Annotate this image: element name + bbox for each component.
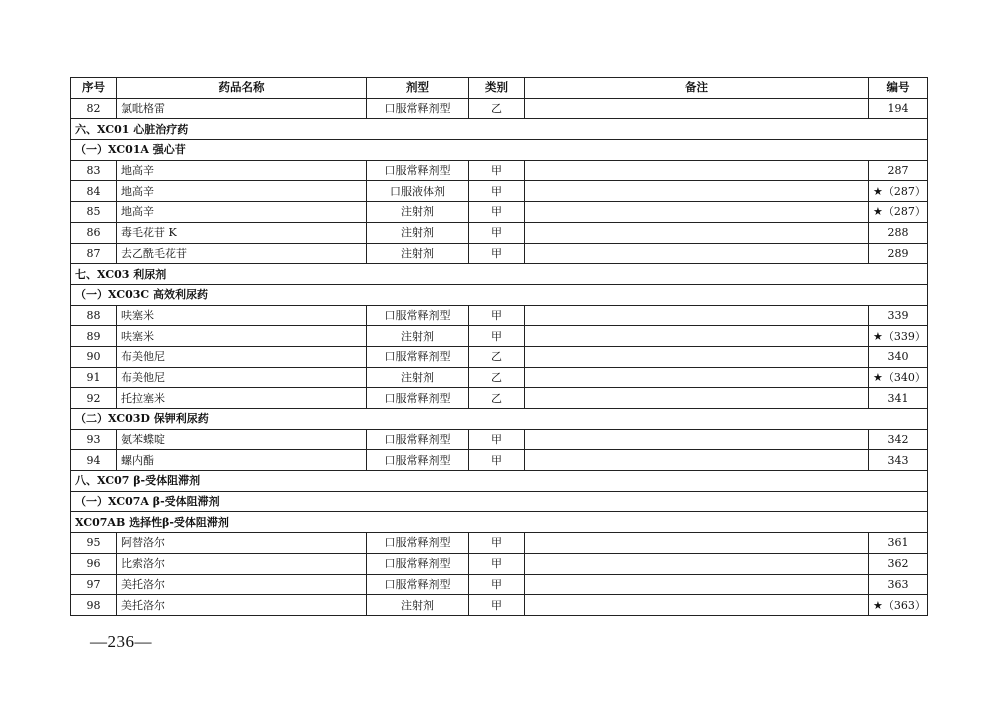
- cell-note: [525, 533, 869, 554]
- cell-note: [525, 202, 869, 223]
- cell-drug-name: 氨苯蝶啶: [117, 429, 367, 450]
- cell-drug-name: 呋塞米: [117, 305, 367, 326]
- cell-note: [525, 222, 869, 243]
- cell-no: 89: [71, 326, 117, 347]
- cell-dosage-form: 口服常释剂型: [367, 553, 469, 574]
- cell-no: 97: [71, 574, 117, 595]
- cell-dosage-form: 注射剂: [367, 243, 469, 264]
- cell-code: 363: [869, 574, 928, 595]
- cell-dosage-form: 注射剂: [367, 367, 469, 388]
- section-heading: 六、XC01 心脏治疗药: [71, 119, 928, 140]
- cell-category: 甲: [469, 553, 525, 574]
- section-heading: 七、XC03 利尿剂: [71, 264, 928, 285]
- cell-note: [525, 574, 869, 595]
- cell-category: 甲: [469, 202, 525, 223]
- table-row: [71, 305, 928, 326]
- cell-category: 甲: [469, 429, 525, 450]
- table-row: [71, 98, 928, 119]
- cell-note: [525, 429, 869, 450]
- cell-note: [525, 450, 869, 471]
- section-heading: （一）XC03C 高效利尿药: [71, 284, 928, 305]
- table-row: [71, 574, 928, 595]
- cell-code: ★（339）: [869, 326, 928, 347]
- cell-code: ★（287）: [869, 202, 928, 223]
- table-row: [71, 595, 928, 616]
- cell-note: [525, 595, 869, 616]
- table-row: [71, 553, 928, 574]
- table-row: [71, 346, 928, 367]
- section-heading: （二）XC03D 保钾利尿药: [71, 409, 928, 430]
- section-heading-row: [71, 284, 928, 305]
- table-row: [71, 367, 928, 388]
- cell-drug-name: 螺内酯: [117, 450, 367, 471]
- cell-dosage-form: 口服常释剂型: [367, 429, 469, 450]
- cell-category: 甲: [469, 222, 525, 243]
- cell-no: 87: [71, 243, 117, 264]
- cell-drug-name: 美托洛尔: [117, 574, 367, 595]
- section-heading-row: [71, 512, 928, 533]
- cell-category: 甲: [469, 305, 525, 326]
- cell-code: 342: [869, 429, 928, 450]
- cell-no: 90: [71, 346, 117, 367]
- cell-drug-name: 美托洛尔: [117, 595, 367, 616]
- cell-no: 85: [71, 202, 117, 223]
- table-row: [71, 326, 928, 347]
- section-heading: （一）XC01A 强心苷: [71, 140, 928, 161]
- section-heading-row: [71, 264, 928, 285]
- section-heading-row: [71, 119, 928, 140]
- cell-code: 343: [869, 450, 928, 471]
- cell-category: 甲: [469, 160, 525, 181]
- table-body: [71, 98, 928, 615]
- table-row: [71, 222, 928, 243]
- cell-dosage-form: 口服常释剂型: [367, 346, 469, 367]
- cell-drug-name: 毒毛花苷 K: [117, 222, 367, 243]
- cell-no: 83: [71, 160, 117, 181]
- cell-drug-name: 比索洛尔: [117, 553, 367, 574]
- section-heading: （一）XC07A β-受体阻滞剂: [71, 491, 928, 512]
- cell-code: 339: [869, 305, 928, 326]
- cell-dosage-form: 口服常释剂型: [367, 305, 469, 326]
- cell-drug-name: 氯吡格雷: [117, 98, 367, 119]
- cell-note: [525, 243, 869, 264]
- cell-note: [525, 326, 869, 347]
- cell-code: ★（340）: [869, 367, 928, 388]
- cell-category: 乙: [469, 388, 525, 409]
- cell-dosage-form: 注射剂: [367, 222, 469, 243]
- cell-dosage-form: 口服常释剂型: [367, 388, 469, 409]
- cell-no: 95: [71, 533, 117, 554]
- cell-no: 82: [71, 98, 117, 119]
- cell-category: 甲: [469, 181, 525, 202]
- section-heading: 八、XC07 β-受体阻滞剂: [71, 471, 928, 492]
- cell-dosage-form: 注射剂: [367, 595, 469, 616]
- cell-code: 361: [869, 533, 928, 554]
- cell-no: 92: [71, 388, 117, 409]
- section-heading-row: [71, 491, 928, 512]
- cell-code: ★（287）: [869, 181, 928, 202]
- cell-category: 乙: [469, 346, 525, 367]
- section-heading-row: [71, 471, 928, 492]
- cell-code: 362: [869, 553, 928, 574]
- cell-no: 98: [71, 595, 117, 616]
- cell-category: 甲: [469, 533, 525, 554]
- cell-drug-name: 地高辛: [117, 202, 367, 223]
- cell-dosage-form: 口服液体剂: [367, 181, 469, 202]
- header-code: 编号: [869, 78, 928, 99]
- cell-no: 96: [71, 553, 117, 574]
- table-header-row: [71, 78, 928, 99]
- header-name: 药品名称: [117, 78, 367, 99]
- cell-no: 86: [71, 222, 117, 243]
- cell-code: ★（363）: [869, 595, 928, 616]
- cell-no: 88: [71, 305, 117, 326]
- cell-no: 91: [71, 367, 117, 388]
- cell-code: 341: [869, 388, 928, 409]
- cell-note: [525, 181, 869, 202]
- table-row: [71, 429, 928, 450]
- cell-code: 340: [869, 346, 928, 367]
- cell-dosage-form: 口服常释剂型: [367, 450, 469, 471]
- cell-category: 乙: [469, 367, 525, 388]
- cell-dosage-form: 口服常释剂型: [367, 574, 469, 595]
- cell-category: 甲: [469, 326, 525, 347]
- header-note: 备注: [525, 78, 869, 99]
- cell-code: 287: [869, 160, 928, 181]
- cell-dosage-form: 注射剂: [367, 326, 469, 347]
- cell-drug-name: 地高辛: [117, 160, 367, 181]
- cell-dosage-form: 口服常释剂型: [367, 98, 469, 119]
- cell-no: 94: [71, 450, 117, 471]
- cell-code: 289: [869, 243, 928, 264]
- header-no: 序号: [71, 78, 117, 99]
- cell-category: 甲: [469, 243, 525, 264]
- cell-category: 甲: [469, 595, 525, 616]
- cell-dosage-form: 口服常释剂型: [367, 160, 469, 181]
- cell-category: 乙: [469, 98, 525, 119]
- cell-no: 84: [71, 181, 117, 202]
- table-row: [71, 533, 928, 554]
- cell-note: [525, 160, 869, 181]
- cell-drug-name: 布美他尼: [117, 346, 367, 367]
- section-heading: XC07AB 选择性β-受体阻滞剂: [71, 512, 928, 533]
- cell-code: 194: [869, 98, 928, 119]
- drug-catalog-table: [70, 77, 928, 616]
- cell-dosage-form: 口服常释剂型: [367, 533, 469, 554]
- cell-note: [525, 305, 869, 326]
- cell-drug-name: 地高辛: [117, 181, 367, 202]
- table-row: [71, 450, 928, 471]
- table-row: [71, 181, 928, 202]
- cell-no: 93: [71, 429, 117, 450]
- cell-drug-name: 去乙酰毛花苷: [117, 243, 367, 264]
- cell-drug-name: 呋塞米: [117, 326, 367, 347]
- cell-drug-name: 托拉塞米: [117, 388, 367, 409]
- table-row: [71, 160, 928, 181]
- cell-category: 甲: [469, 450, 525, 471]
- header-category: 类别: [469, 78, 525, 99]
- header-form: 剂型: [367, 78, 469, 99]
- cell-dosage-form: 注射剂: [367, 202, 469, 223]
- cell-category: 甲: [469, 574, 525, 595]
- section-heading-row: [71, 140, 928, 161]
- page-number: —236—: [90, 632, 152, 651]
- cell-note: [525, 367, 869, 388]
- table-row: [71, 388, 928, 409]
- section-heading-row: [71, 409, 928, 430]
- table-row: [71, 243, 928, 264]
- cell-note: [525, 98, 869, 119]
- table-row: [71, 202, 928, 223]
- cell-drug-name: 阿替洛尔: [117, 533, 367, 554]
- cell-note: [525, 553, 869, 574]
- cell-note: [525, 346, 869, 367]
- cell-note: [525, 388, 869, 409]
- cell-code: 288: [869, 222, 928, 243]
- cell-drug-name: 布美他尼: [117, 367, 367, 388]
